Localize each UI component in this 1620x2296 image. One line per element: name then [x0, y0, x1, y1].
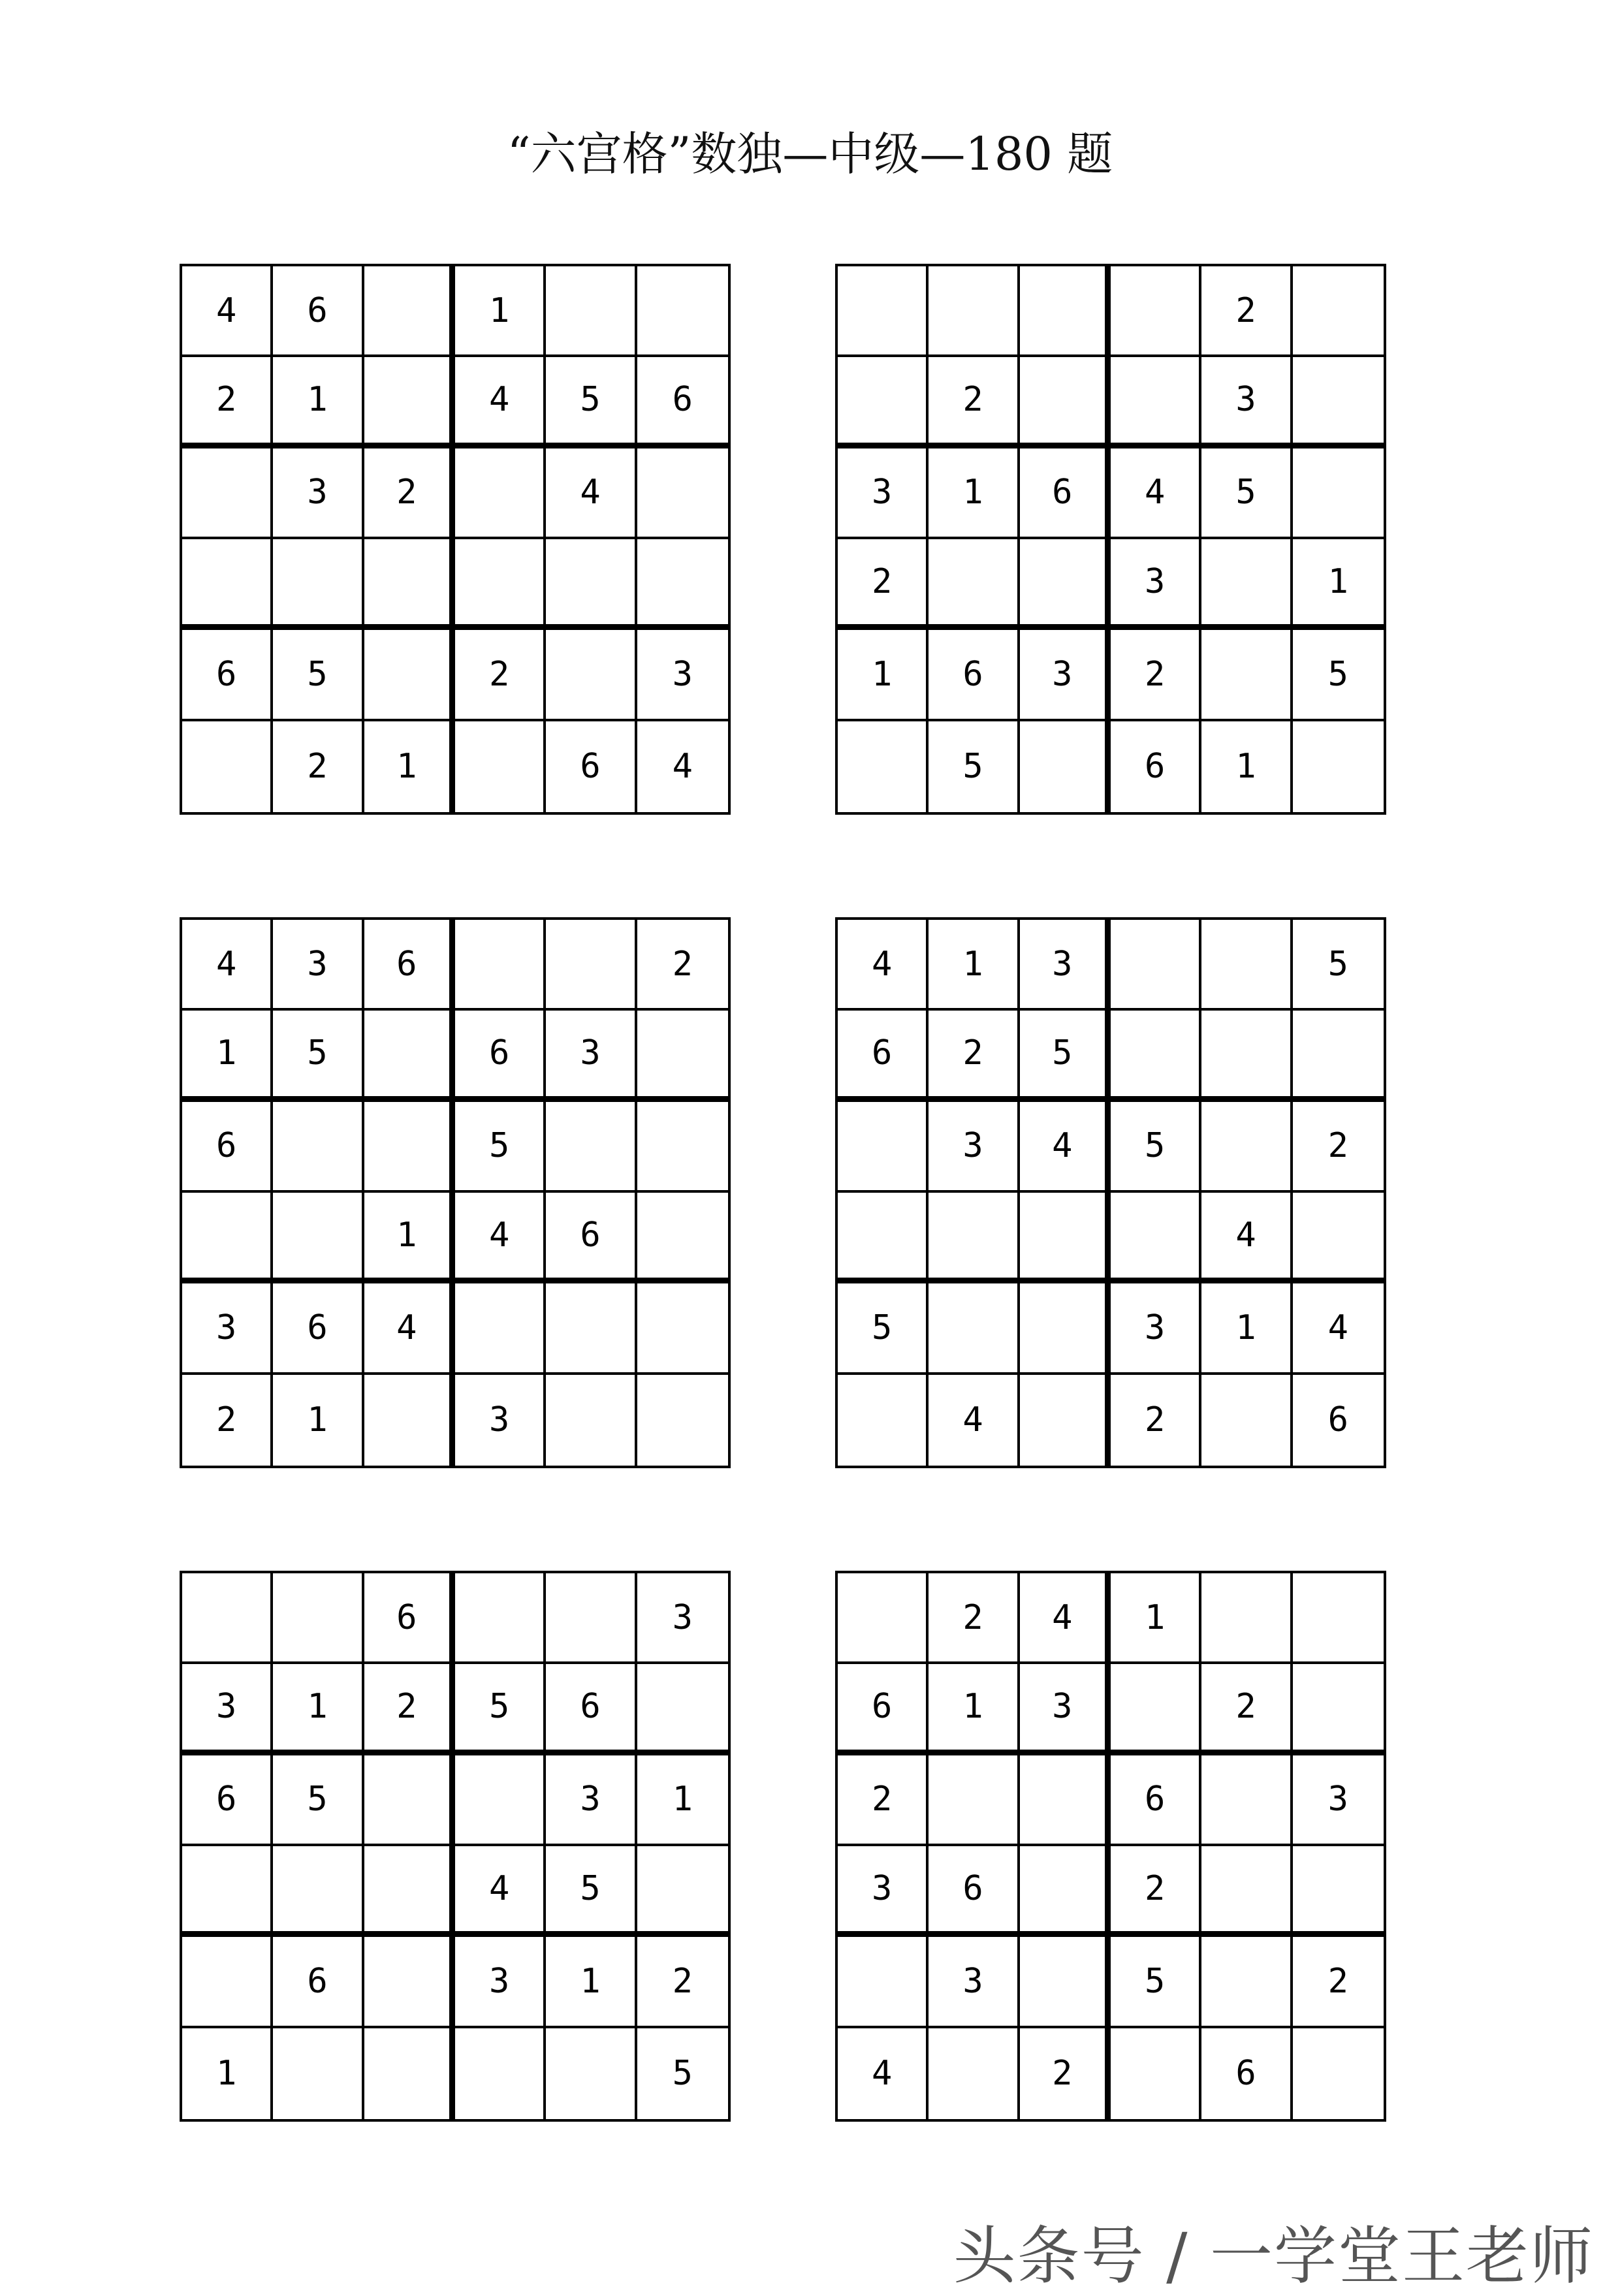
sudoku-cell: 6: [546, 721, 637, 812]
sudoku-cell: 3: [929, 1102, 1019, 1193]
sudoku-cell: [637, 1193, 728, 1283]
sudoku-cell: 3: [637, 630, 728, 721]
sudoku-cell: [838, 357, 929, 448]
sudoku-cell: [1111, 1664, 1201, 1755]
sudoku-cell: [929, 1283, 1019, 1374]
sudoku-cell: [1293, 1664, 1384, 1755]
sudoku-cell: 3: [546, 1755, 637, 1846]
sudoku-cell: 5: [273, 630, 364, 721]
sudoku-cell: [1020, 1755, 1111, 1846]
sudoku-cell: [1293, 266, 1384, 357]
sudoku-cell: [273, 1573, 364, 1664]
sudoku-cell: 1: [929, 448, 1019, 539]
sudoku-cell: 1: [838, 630, 929, 721]
sudoku-cell: 5: [455, 1102, 546, 1193]
sudoku-cell: [364, 2028, 455, 2119]
sudoku-cell: 5: [455, 1664, 546, 1755]
sudoku-cell: [1020, 266, 1111, 357]
sudoku-cell: 1: [182, 2028, 273, 2119]
sudoku-cell: [1201, 1102, 1292, 1193]
sudoku-cell: [546, 1283, 637, 1374]
sudoku-cell: [1020, 1937, 1111, 2028]
sudoku-cell: 2: [1293, 1102, 1384, 1193]
sudoku-cell: [455, 920, 546, 1011]
sudoku-cell: 5: [1201, 448, 1292, 539]
sudoku-cell: 6: [546, 1664, 637, 1755]
sudoku-cell: 6: [182, 1755, 273, 1846]
sudoku-cell: 6: [273, 1937, 364, 2028]
sudoku-cell: [1111, 266, 1201, 357]
sudoku-cell: 6: [364, 1573, 455, 1664]
sudoku-cell: [546, 1375, 637, 1466]
sudoku-cell: [546, 1573, 637, 1664]
sudoku-cell: 1: [546, 1937, 637, 2028]
sudoku-cell: [455, 721, 546, 812]
sudoku-cell: 6: [929, 630, 1019, 721]
sudoku-cell: 6: [455, 1011, 546, 1101]
sudoku-cell: [929, 2028, 1019, 2119]
sudoku-cell: [637, 1283, 728, 1374]
sudoku-cell: 4: [838, 920, 929, 1011]
sudoku-cell: [364, 1102, 455, 1193]
sudoku-cell: 3: [1201, 357, 1292, 448]
sudoku-cell: [1201, 1573, 1292, 1664]
sudoku-cell: 5: [1020, 1011, 1111, 1101]
sudoku-cell: 4: [1293, 1283, 1384, 1374]
sudoku-cell: 3: [838, 448, 929, 539]
sudoku-cell: 4: [182, 920, 273, 1011]
sudoku-cell: [546, 266, 637, 357]
sudoku-cell: 4: [364, 1283, 455, 1374]
sudoku-cell: [637, 1846, 728, 1937]
sudoku-cell: 1: [273, 1375, 364, 1466]
sudoku-cell: [1293, 1846, 1384, 1937]
sudoku-cell: 3: [1020, 1664, 1111, 1755]
sudoku-cell: 2: [1201, 1664, 1292, 1755]
sudoku-cell: [546, 539, 637, 630]
sudoku-cell: 6: [273, 1283, 364, 1374]
sudoku-cell: [929, 266, 1019, 357]
sudoku-cell: 3: [455, 1375, 546, 1466]
sudoku-cell: 5: [1111, 1937, 1201, 2028]
sudoku-cell: 3: [1020, 920, 1111, 1011]
sudoku-cell: 2: [1111, 630, 1201, 721]
sudoku-cell: 1: [455, 266, 546, 357]
sudoku-cell: [1020, 1283, 1111, 1374]
sudoku-cell: 5: [546, 1846, 637, 1937]
sudoku-cell: [1201, 1011, 1292, 1101]
sudoku-cell: [929, 1755, 1019, 1846]
sudoku-cell: [273, 1102, 364, 1193]
sudoku-cell: [364, 1937, 455, 2028]
sudoku-cell: [1201, 1375, 1292, 1466]
sudoku-cell: [1293, 357, 1384, 448]
sudoku-cell: 2: [929, 357, 1019, 448]
sudoku-cell: [364, 1011, 455, 1101]
sudoku-puzzle-5: [180, 1571, 731, 2122]
sudoku-cell: [273, 1193, 364, 1283]
sudoku-cell: 6: [838, 1011, 929, 1101]
sudoku-cell: 3: [182, 1283, 273, 1374]
sudoku-cell: 6: [1111, 1755, 1201, 1846]
sudoku-cell: [364, 266, 455, 357]
sudoku-cell: 6: [182, 1102, 273, 1193]
sudoku-cell: [1201, 539, 1292, 630]
sudoku-cell: 1: [182, 1011, 273, 1101]
sudoku-cell: 5: [672, 2054, 693, 2094]
sudoku-cell: [838, 721, 929, 812]
sudoku-cell: [1020, 539, 1111, 630]
sudoku-cell: 2: [838, 539, 929, 630]
sudoku-cell: 6: [838, 1664, 929, 1755]
sudoku-cell: 3: [273, 448, 364, 539]
sudoku-cell: [455, 1283, 546, 1374]
sudoku-cell: [637, 1011, 728, 1101]
sudoku-cell: [273, 539, 364, 630]
sudoku-cell: 4: [546, 448, 637, 539]
sudoku-cell: 5: [1111, 1102, 1201, 1193]
sudoku-cell: [637, 1375, 728, 1466]
sudoku-cell: 6: [546, 1193, 637, 1283]
sudoku-cell: [637, 539, 728, 630]
sudoku-cell: 4: [455, 1193, 546, 1283]
sudoku-cell: 2: [929, 1573, 1019, 1664]
sudoku-cell: 6: [637, 357, 728, 448]
sudoku-cell: 2: [182, 357, 273, 448]
sudoku-cell: 2: [182, 1375, 273, 1466]
sudoku-cell: 2: [929, 1011, 1019, 1101]
sudoku-cell: 2: [455, 630, 546, 721]
sudoku-cell: 5: [929, 721, 1019, 812]
sudoku-cell: [1201, 920, 1292, 1011]
page-title: “六宫格”数独—中级—180 题: [507, 127, 1113, 181]
sudoku-cell: [182, 1573, 273, 1664]
sudoku-cell: 3: [273, 920, 364, 1011]
sudoku-cell: 1: [273, 357, 364, 448]
sudoku-cell: [1293, 721, 1384, 812]
sudoku-cell: 2: [364, 448, 455, 539]
sudoku-cell: [546, 2028, 637, 2119]
sudoku-cell: [1020, 1193, 1111, 1283]
sudoku-cell: 1: [637, 1755, 728, 1846]
sudoku-cell: 1: [1111, 1573, 1201, 1664]
sudoku-cell: [637, 266, 728, 357]
sudoku-cell: 6: [1201, 2028, 1292, 2119]
sudoku-cell: [929, 1193, 1019, 1283]
sudoku-cell: 1: [364, 721, 455, 812]
sudoku-cell: 3: [1111, 539, 1201, 630]
sudoku-cell: 4: [838, 2028, 929, 2119]
sudoku-cell: [364, 1375, 455, 1466]
sudoku-cell: 1: [929, 1664, 1019, 1755]
sudoku-cell: 5: [273, 1755, 364, 1846]
sudoku-cell: 5: [1293, 630, 1384, 721]
sudoku-cell: [838, 1102, 929, 1193]
sudoku-cell: [182, 539, 273, 630]
sudoku-cell: 3: [838, 1846, 929, 1937]
sudoku-cell: 6: [1327, 1400, 1348, 1440]
sudoku-cell: [455, 2028, 546, 2119]
sudoku-cell: [1201, 630, 1292, 721]
sudoku-cell: [455, 448, 546, 539]
sudoku-cell: 1: [273, 1664, 364, 1755]
sudoku-cell: 3: [455, 1937, 546, 2028]
sudoku-cell: 6: [1111, 721, 1201, 812]
sudoku-cell: [455, 1755, 546, 1846]
sudoku-cell: [546, 630, 637, 721]
sudoku-cell: 5: [1293, 920, 1384, 1011]
sudoku-cell: 1: [1293, 539, 1384, 630]
sudoku-cell: [364, 1846, 455, 1937]
sudoku-cell: 3: [182, 1664, 273, 1755]
sudoku-cell: [1293, 1193, 1384, 1283]
sudoku-puzzle-6: [835, 1571, 1386, 2122]
sudoku-cell: 3: [637, 1573, 728, 1664]
sudoku-cell: 3: [1293, 1755, 1384, 1846]
sudoku-cell: 1: [364, 1193, 455, 1283]
sudoku-cell: [364, 357, 455, 448]
sudoku-cell: [838, 1193, 929, 1283]
sudoku-cell: 3: [1111, 1283, 1201, 1374]
sudoku-cell: 4: [455, 357, 546, 448]
sudoku-cell: 4: [672, 747, 693, 787]
sudoku-cell: [182, 448, 273, 539]
sudoku-cell: 4: [455, 1846, 546, 1937]
sudoku-cell: 5: [546, 357, 637, 448]
sudoku-cell: [838, 266, 929, 357]
sudoku-cell: [273, 1846, 364, 1937]
sudoku-cell: [455, 539, 546, 630]
sudoku-puzzle-3: [180, 917, 731, 1468]
sudoku-cell: 4: [1020, 1102, 1111, 1193]
sudoku-cell: 2: [637, 1937, 728, 2028]
sudoku-cell: 6: [364, 920, 455, 1011]
sudoku-puzzle-2: [835, 264, 1386, 815]
sudoku-cell: [1111, 357, 1201, 448]
sudoku-cell: [929, 539, 1019, 630]
sudoku-cell: [838, 1573, 929, 1664]
sudoku-puzzle-1: [180, 264, 731, 815]
sudoku-cell: 4: [1020, 1573, 1111, 1664]
sudoku-cell: [838, 1375, 929, 1466]
sudoku-cell: [546, 920, 637, 1011]
sudoku-cell: 2: [1201, 266, 1292, 357]
sudoku-cell: [182, 1937, 273, 2028]
sudoku-cell: 2: [273, 721, 364, 812]
sudoku-cell: 4: [929, 1375, 1019, 1466]
sudoku-cell: 1: [1201, 1283, 1292, 1374]
sudoku-cell: [364, 539, 455, 630]
sudoku-cell: [182, 1193, 273, 1283]
sudoku-cell: [1020, 1846, 1111, 1937]
sudoku-cell: [273, 2028, 364, 2119]
sudoku-cell: [1201, 1755, 1292, 1846]
sudoku-cell: [637, 448, 728, 539]
sudoku-cell: [1111, 920, 1201, 1011]
sudoku-cell: [1293, 448, 1384, 539]
sudoku-cell: [1293, 2028, 1384, 2119]
sudoku-cell: 3: [546, 1011, 637, 1101]
sudoku-cell: 6: [182, 630, 273, 721]
sudoku-cell: 1: [1201, 721, 1292, 812]
sudoku-cell: 5: [838, 1283, 929, 1374]
sudoku-cell: 1: [929, 920, 1019, 1011]
sudoku-cell: 2: [1111, 1846, 1201, 1937]
sudoku-cell: [1020, 357, 1111, 448]
sudoku-cell: 3: [1020, 630, 1111, 721]
sudoku-cell: [637, 1664, 728, 1755]
sudoku-puzzle-4: [835, 917, 1386, 1468]
sudoku-cell: [182, 1846, 273, 1937]
sudoku-cell: [1111, 2028, 1201, 2119]
sudoku-cell: [1201, 1846, 1292, 1937]
sudoku-cell: 4: [182, 266, 273, 357]
sudoku-cell: [1293, 1011, 1384, 1101]
sudoku-cell: 3: [929, 1937, 1019, 2028]
sudoku-cell: 5: [273, 1011, 364, 1101]
sudoku-cell: [1020, 721, 1111, 812]
sudoku-cell: 2: [364, 1664, 455, 1755]
sudoku-cell: 6: [929, 1846, 1019, 1937]
sudoku-cell: 4: [1201, 1193, 1292, 1283]
sudoku-cell: 2: [1020, 2028, 1111, 2119]
sudoku-cell: [1111, 1193, 1201, 1283]
sudoku-cell: 4: [1111, 448, 1201, 539]
sudoku-cell: [182, 721, 273, 812]
sudoku-cell: [838, 1937, 929, 2028]
sudoku-cell: [1293, 1573, 1384, 1664]
sudoku-cell: [1020, 1375, 1111, 1466]
sudoku-cell: [364, 630, 455, 721]
sudoku-cell: 6: [1020, 448, 1111, 539]
sudoku-cell: 2: [1293, 1937, 1384, 2028]
sudoku-cell: 2: [838, 1755, 929, 1846]
sudoku-cell: [455, 1573, 546, 1664]
sudoku-cell: [364, 1755, 455, 1846]
sudoku-cell: [546, 1102, 637, 1193]
sudoku-cell: 2: [1111, 1375, 1201, 1466]
sudoku-cell: [1201, 1937, 1292, 2028]
watermark: 头条号 / 一学堂王老师: [953, 2220, 1594, 2293]
sudoku-cell: [637, 1102, 728, 1193]
sudoku-cell: 2: [637, 920, 728, 1011]
sudoku-cell: 6: [273, 266, 364, 357]
sudoku-cell: [1111, 1011, 1201, 1101]
